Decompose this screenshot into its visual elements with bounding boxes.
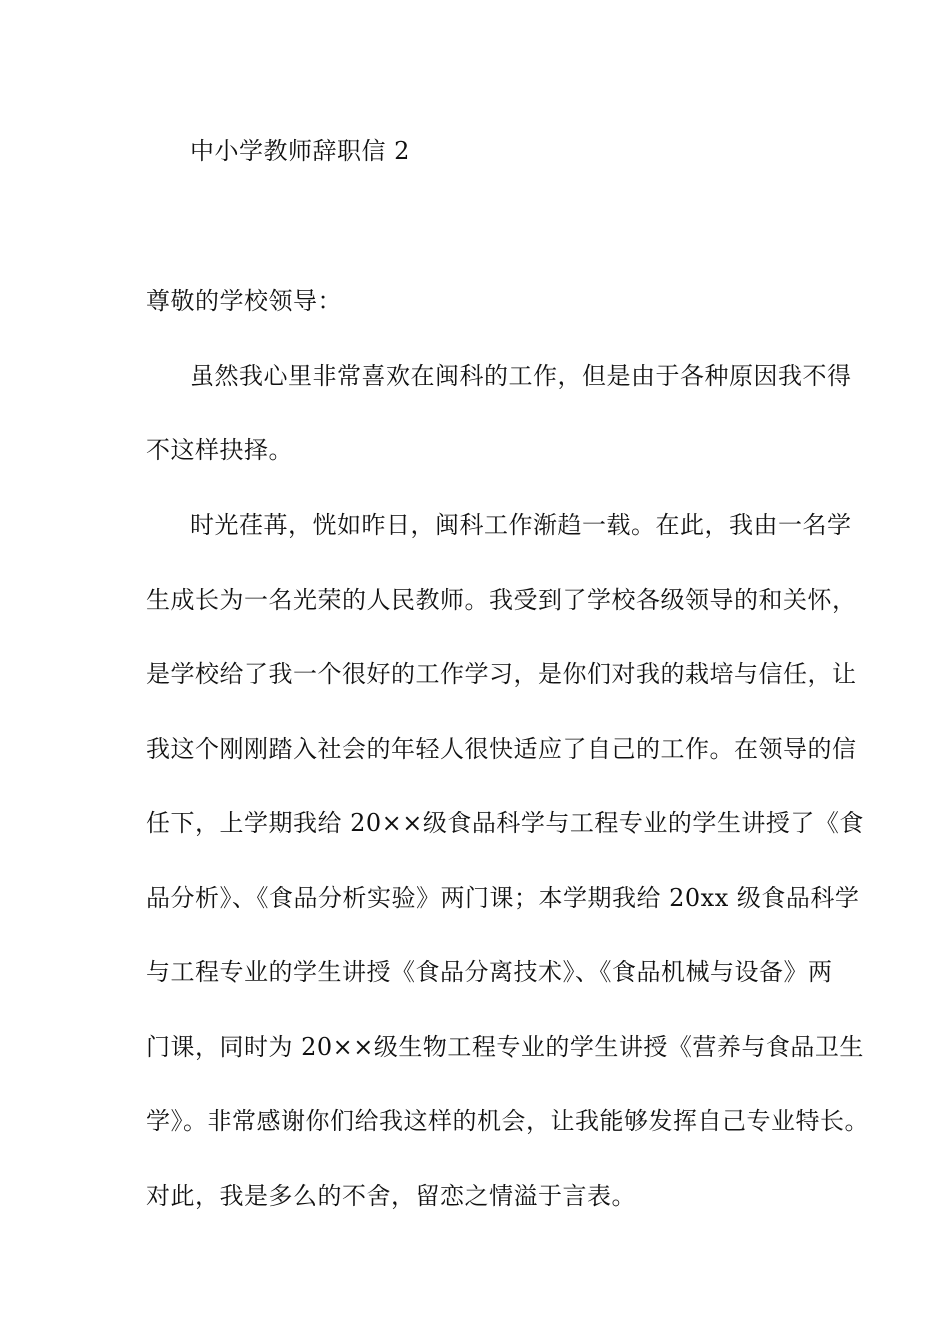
paragraph2-line10: 对此，我是多么的不舍，留恋之情溢于言表。	[146, 1182, 636, 1210]
paragraph2-line3: 是学校给了我一个很好的工作学习，是你们对我的栽培与信任，让	[146, 660, 857, 688]
paragraph2-line8: 门课，同时为 20××级生物工程专业的学生讲授《营养与食品卫生	[146, 1033, 864, 1061]
paragraph2-line5: 任下，上学期我给 20××级食品科学与工程专业的学生讲授了《食	[146, 809, 864, 837]
document-title: 中小学教师辞职信 2	[190, 137, 410, 165]
paragraph1-line2: 不这样抉择。	[146, 436, 293, 464]
paragraph2-line9: 学》。非常感谢你们给我这样的机会，让我能够发挥自己专业特长。	[146, 1107, 869, 1135]
paragraph2-line2: 生成长为一名光荣的人民教师。我受到了学校各级领导的和关怀，	[146, 586, 857, 614]
salutation: 尊敬的学校领导：	[146, 287, 342, 315]
paragraph2-line6: 品分析》、《食品分析实验》两门课；本学期我给 20xx 级食品科学	[146, 884, 860, 912]
paragraph1-line1: 虽然我心里非常喜欢在闽科的工作，但是由于各种原因我不得	[190, 362, 852, 390]
paragraph2-line1: 时光荏苒，恍如昨日，闽科工作渐趋一载。在此，我由一名学	[190, 511, 852, 539]
paragraph2-line4: 我这个刚刚踏入社会的年轻人很快适应了自己的工作。在领导的信	[146, 735, 857, 763]
paragraph2-line7: 与工程专业的学生讲授《食品分离技术》、《食品机械与设备》两	[146, 958, 833, 986]
